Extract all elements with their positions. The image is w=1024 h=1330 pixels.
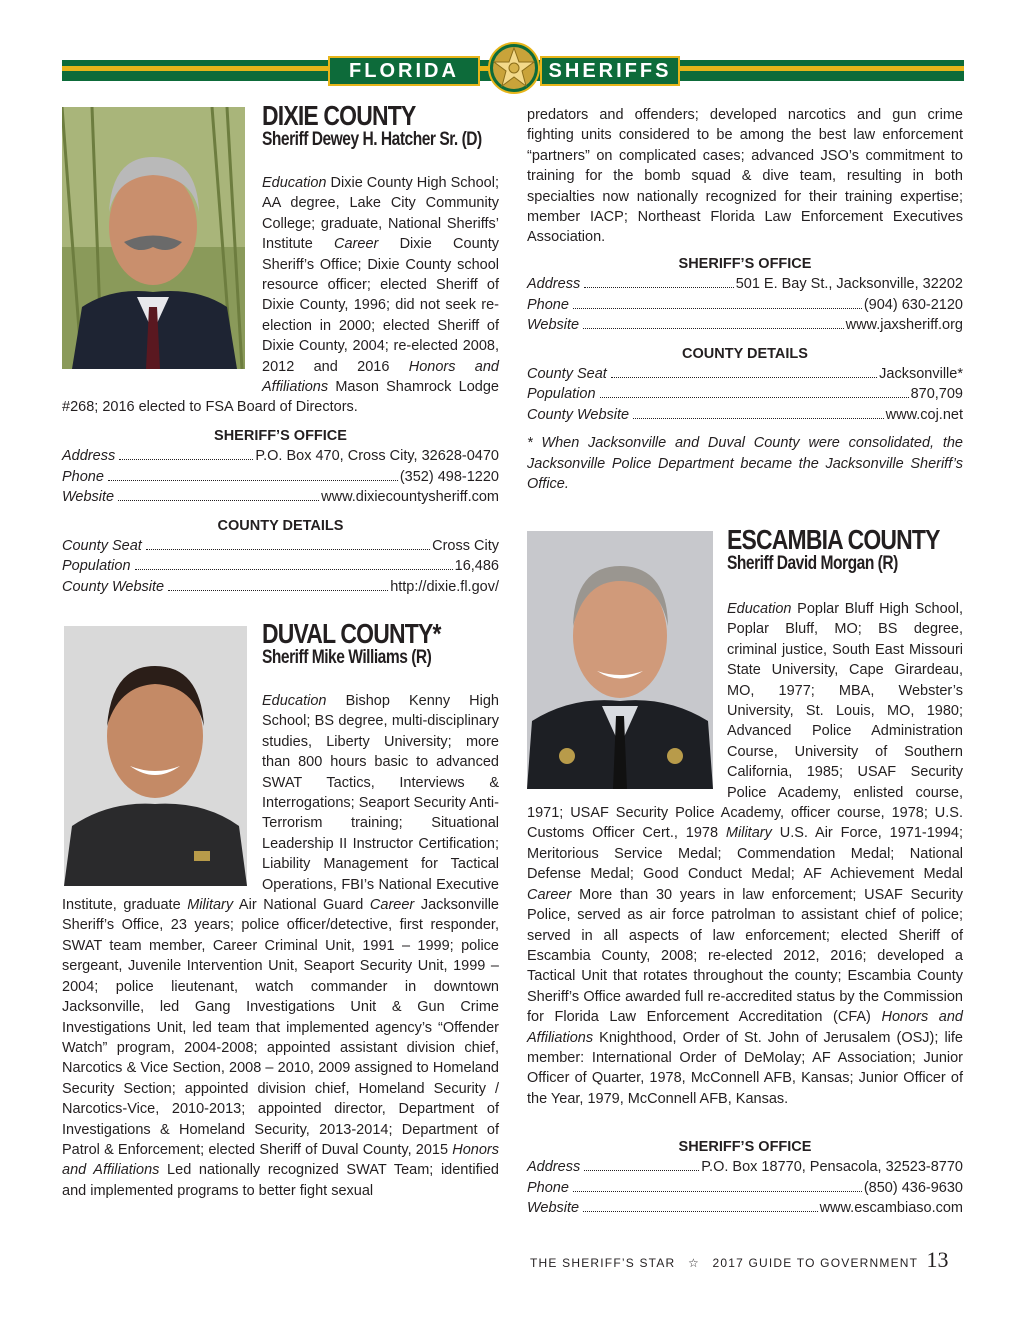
dixie-county-website[interactable]: http://dixie.fl.gov/ xyxy=(390,578,499,595)
escambia-website-label: Website xyxy=(527,1200,580,1217)
dixie-website[interactable]: www.dixiecountysheriff.com xyxy=(321,489,499,506)
duval-career-label: Career xyxy=(369,897,415,914)
page-footer xyxy=(530,1247,966,1273)
duval-career-text: Jacksonville Sheriff’s Office, 23 years; police officer/detective, first responder, SWAT team member, Career Criminal Unit, 1991 – 1999; police sergeant, Juvenile Intervention Unit, Seaport Security Unit, 1999 – 2004; police lieutenant, watch commander in downtown Jacksonville, led Gang Investigations Unit & Gun Crime Investigations Unit, led team that implemented agency’s “Offender Watch” program, 2004-2008; appointed assistant division chief, Narcotics & Vice Section, 2008 – 2010, 2009 assigned to Homeland Security Section; appointed division chief, Homeland Security / Narcotics-Vice, 2010-2013; appointed director, Department of Investigations & Homeland Security, 2013-2014; Department of Patrol & Enforcement; elected Sheriff of Duval County, 2015 xyxy=(62,897,499,1158)
footer-publication: THE SHERIFF’S STAR xyxy=(530,1256,676,1270)
dixie-cweb-label: County Website xyxy=(62,578,165,595)
duval-county-title: DUVAL COUNTY* xyxy=(262,618,441,649)
footer-guide: 2017 GUIDE TO GOVERNMENT xyxy=(712,1256,918,1270)
duval-honors-label: Honors and Affiliations xyxy=(62,1141,499,1179)
header-florida: FLORIDA xyxy=(328,56,480,86)
dixie-bio xyxy=(62,173,499,418)
dixie-sheriff-name: Sheriff Dewey H. Hatcher Sr. (D) xyxy=(262,129,482,151)
duval-population-label: Population xyxy=(527,386,596,403)
escambia-county-title: ESCAMBIA COUNTY xyxy=(727,524,940,555)
escambia-honors-text: Knighthood, Order of St. John of Jerusalem (OSJ); life member: International Order of DeMolay; AF Association; Junior Officer of Quarter, 1978, McConnell AFB, Kansas; Junior Officer of the Year, 1979, McConnell AFB, Kansas. xyxy=(527,1029,963,1107)
dixie-honors-label: Honors and Affiliations xyxy=(262,358,499,396)
duval-honors-text: Led nationally recognized SWAT Team; identified and implemented programs to better fight sexual xyxy=(62,1162,499,1199)
dixie-population-label: Population xyxy=(62,558,131,575)
escambia-website[interactable]: www.escambiaso.com xyxy=(819,1200,963,1217)
dixie-address: P.O. Box 470, Cross City, 32628-0470 xyxy=(255,448,499,465)
escambia-address: P.O. Box 18770, Pensacola, 32523-8770 xyxy=(701,1159,963,1176)
footer-star-icon: ☆ xyxy=(687,1256,700,1270)
escambia-education-text: Poplar Bluff High School, Poplar Bluff, MO; BS degree, criminal justice, South East Missouri State University, Cape Girardeau, MO, 1977; MBA, Webster’s University, St. Louis, MO, 1980; Advanced Police Administration Course, University of Southern California, 1985; USAF Security Police Academy, enlisted course, 1971; USAF Security Police Academy, officer course, 1978; U.S. Customs Officer Cert., 1978 xyxy=(527,601,963,842)
dixie-office-heading: SHERIFF’S OFFICE xyxy=(214,428,347,444)
duval-phone: (904) 630-2120 xyxy=(863,296,963,313)
escambia-office-heading: SHERIFF’S OFFICE xyxy=(678,1139,812,1155)
dixie-seat: Cross City xyxy=(432,538,499,555)
duval-footnote: * When Jacksonville and Duval County were consolidated, the Jacksonville Police Department became the Jacksonville Sheriff’s Office. xyxy=(527,435,963,493)
duval-address-label: Address xyxy=(527,276,581,293)
duval-website-label: Website xyxy=(527,317,580,334)
duval-website[interactable]: www.jaxsheriff.org xyxy=(845,317,963,334)
duval-cweb-label: County Website xyxy=(527,406,630,423)
escambia-education-label: Education xyxy=(727,601,792,617)
duval-office-heading: SHERIFF’S OFFICE xyxy=(678,256,812,272)
escambia-career-text: More than 30 years in law enforcement; USAF Security Police, served as air force patrolman to assistant chief of police; served in all aspects of law enforcement; elected Sheriff of Escambia County, 2008; re-elected 2012, 2016; developed a Tactical Unit that rotates throughout the county; Escambia County Sheriff’s Office awarded full re-accredited status by the Commission for Florida Law Enforcement Accreditation (CFA) xyxy=(527,886,963,1026)
dixie-honors-text: Mason Shamrock Lodge #268; 2016 elected to FSA Board of Directors. xyxy=(62,379,499,416)
duval-county-website[interactable]: www.coj.net xyxy=(885,406,963,423)
duval-education-label: Education xyxy=(262,693,327,709)
dixie-county-title: DIXIE COUNTY xyxy=(262,100,416,131)
escambia-phone: (850) 436-9630 xyxy=(863,1179,963,1196)
duval-seat: Jacksonville* xyxy=(879,366,963,383)
escambia-honors-label: Honors and Affiliations xyxy=(527,1009,963,1046)
duval-address: 501 E. Bay St., Jacksonville, 32202 xyxy=(735,276,963,293)
escambia-military-text: U.S. Air Force, 1971-1994; Meritorious Service Medal; Commendation Medal; National Defense Medal; Good Conduct Medal; AF Achievement Medal xyxy=(527,825,963,883)
dixie-career-text: Dixie County Sheriff’s Office; Dixie County school resource officer; elected Sheriff of Dixie County, 1996; did not seek re-election in 2000; elected Sheriff of Dixie County, 2004; re-elected 2008, 2012 and 2016 xyxy=(262,236,499,375)
duval-military-label: Military xyxy=(187,897,234,914)
duval-bio xyxy=(62,691,499,1201)
duval-education-text: Bishop Kenny High School; BS degree, multi-disciplinary studies, Liberty University; more than 800 hours basic to advanced SWAT Tactics, Interviews & Interrogations; Seaport Security Anti-Terrorism training; Situational Leadership II Instructor Certification; Liability Management for Tactical Operations, FBI’s National Executive Institute, graduate xyxy=(62,693,499,914)
dixie-phone-label: Phone xyxy=(62,468,104,485)
duval-seat-label: County Seat xyxy=(527,366,607,383)
escambia-sheriff-name: Sheriff David Morgan (R) xyxy=(727,553,898,575)
dixie-address-label: Address xyxy=(62,448,116,465)
duval-sheriff-name: Sheriff Mike Williams (R) xyxy=(262,647,432,669)
duval-phone-label: Phone xyxy=(527,296,569,313)
duval-bio-continued: predators and offenders; developed narcotics and gun crime fighting units considered to be among the best law enforcement “partners” on complicated cases; advanced JSO’s commitment to training for the bomb squad & dive team, resulting in both specialties now nationally recognized for their training expertise; member IACP; Northeast Florida Law Enforcement Executives Association. xyxy=(527,107,963,246)
dixie-seat-label: County Seat xyxy=(62,538,142,555)
duval-population: 870,709 xyxy=(910,386,963,403)
duval-military-text: Air National Guard xyxy=(233,897,370,914)
dixie-career-label: Career xyxy=(334,236,379,253)
escambia-bio xyxy=(527,599,963,1109)
dixie-details-heading: COUNTY DETAILS xyxy=(217,517,344,534)
dixie-website-label: Website xyxy=(62,489,115,506)
escambia-address-label: Address xyxy=(527,1159,581,1176)
header-sheriffs: SHERIFFS xyxy=(540,56,680,86)
duval-details-heading: COUNTY DETAILS xyxy=(682,345,808,362)
sheriff-star-icon xyxy=(488,42,540,94)
dixie-education-text: Dixie County High School; AA degree, Lake City Community College; graduate, National Sheriffs’ Institute xyxy=(262,175,499,253)
escambia-phone-label: Phone xyxy=(527,1179,569,1196)
page-number: 13 xyxy=(926,1247,949,1272)
dixie-phone: (352) 498-1220 xyxy=(399,468,499,485)
escambia-military-label: Military xyxy=(725,825,772,842)
dixie-population: 16,486 xyxy=(454,558,499,575)
dixie-education-label: Education xyxy=(262,175,327,191)
escambia-career-label: Career xyxy=(527,886,572,903)
